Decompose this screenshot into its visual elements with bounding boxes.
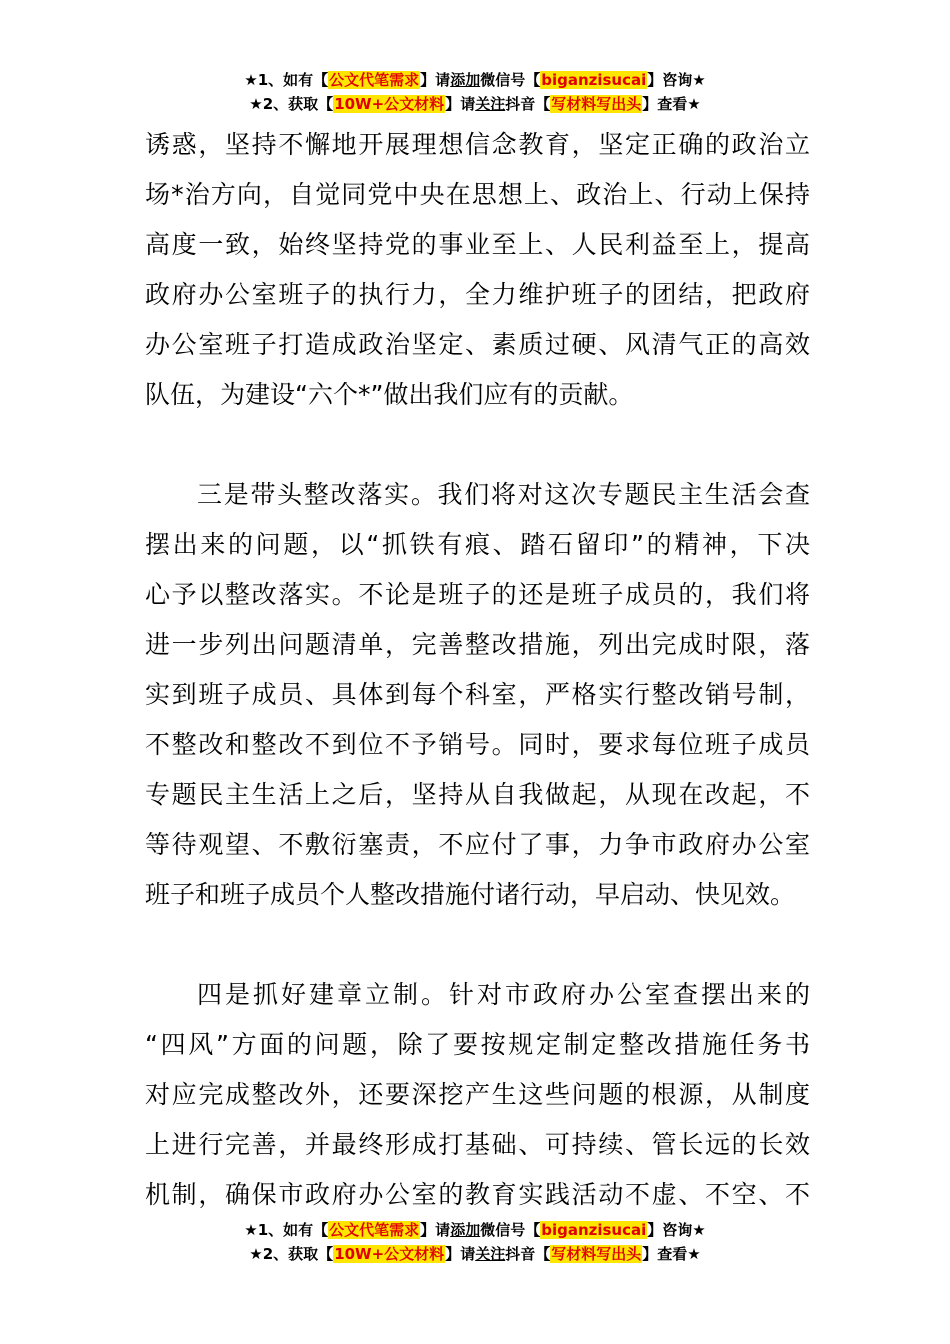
promo-underlined: 关注 xyxy=(475,95,506,113)
promo-text: 】咨询★ xyxy=(647,1221,706,1239)
promo-underlined: 添加 xyxy=(450,1221,481,1239)
promo-highlight: 公文代笔需求 xyxy=(329,1221,420,1239)
promo-douyin-account: 写材料写出头 xyxy=(551,95,642,113)
text-line: 场*治方向，自觉同党中央在思想上、政治上、行动上保持 xyxy=(145,180,810,209)
promo-underlined: 关注 xyxy=(475,1245,506,1263)
text-line: 摆出来的问题，以“抓铁有痕、踏石留印”的精神，下决 xyxy=(145,530,810,559)
promo-text: 】咨询★ xyxy=(647,71,706,89)
promo-line-1 xyxy=(0,68,950,92)
promo-text: ★2、获取【 xyxy=(249,1245,334,1263)
promo-text: 微信号【 xyxy=(480,71,541,89)
promo-text: ★1、如有【 xyxy=(244,71,329,89)
text-line: 心予以整改落实。不论是班子的还是班子成员的，我们将 xyxy=(145,580,810,609)
text-line: 等待观望、不敷衍塞责，不应付了事，力争市政府办公室 xyxy=(145,830,810,859)
text-line: 队伍，为建设“六个*”做出我们应有的贡献。 xyxy=(145,380,634,409)
document-body xyxy=(145,120,810,1220)
text-line: 专题民主生活上之后，坚持从自我做起，从现在改起，不 xyxy=(145,780,810,809)
text-line: 不整改和整改不到位不予销号。同时，要求每位班子成员 xyxy=(145,730,810,759)
text-line: 高度一致，始终坚持党的事业至上、人民利益至上，提高 xyxy=(145,230,810,259)
text-line: “四风”方面的问题，除了要按规定制定整改措施任务书 xyxy=(145,1030,810,1059)
text-line: 实到班子成员、具体到每个科室，严格实行整改销号制， xyxy=(145,680,810,709)
promo-douyin-account: 写材料写出头 xyxy=(551,1245,642,1263)
promo-text: 抖音【 xyxy=(505,1245,551,1263)
text-line: 上进行完善，并最终形成打基础、可持续、管长远的长效 xyxy=(145,1130,810,1159)
promo-banner-top xyxy=(0,68,950,116)
text-line: 机制，确保市政府办公室的教育实践活动不虚、不空、不 xyxy=(145,1180,810,1209)
promo-text: 】请 xyxy=(445,1245,476,1263)
promo-text: 微信号【 xyxy=(480,1221,541,1239)
promo-text: 】请 xyxy=(420,71,451,89)
paragraph-3 xyxy=(145,970,810,1220)
promo-underlined: 添加 xyxy=(450,71,481,89)
text-line: 四是抓好建章立制。针对市政府办公室查摆出来的 xyxy=(197,980,810,1009)
text-line: 班子和班子成员个人整改措施付诸行动，早启动、快见效。 xyxy=(145,880,796,909)
promo-wechat-id: biganzisucai xyxy=(541,71,647,89)
promo-text: ★2、获取【 xyxy=(249,95,334,113)
text-line: 诱惑，坚持不懈地开展理想信念教育，坚定正确的政治立 xyxy=(145,130,810,159)
promo-text: ★1、如有【 xyxy=(244,1221,329,1239)
promo-line-1 xyxy=(0,1218,950,1242)
promo-text: 】查看★ xyxy=(642,1245,701,1263)
promo-line-2 xyxy=(0,92,950,116)
promo-highlight: 公文代笔需求 xyxy=(329,71,420,89)
promo-highlight: 10W+公文材料 xyxy=(334,95,445,113)
text-line: 对应完成整改外，还要深挖产生这些问题的根源，从制度 xyxy=(145,1080,810,1109)
text-line: 办公室班子打造成政治坚定、素质过硬、风清气正的高效 xyxy=(145,330,810,359)
promo-wechat-id: biganzisucai xyxy=(541,1221,647,1239)
text-line: 政府办公室班子的执行力，全力维护班子的团结，把政府 xyxy=(145,280,810,309)
promo-highlight: 10W+公文材料 xyxy=(334,1245,445,1263)
text-line: 进一步列出问题清单，完善整改措施，列出完成时限，落 xyxy=(145,630,810,659)
promo-text: 抖音【 xyxy=(505,95,551,113)
promo-text: 】请 xyxy=(445,95,476,113)
paragraph-2 xyxy=(145,470,810,920)
promo-line-2 xyxy=(0,1242,950,1266)
promo-banner-bottom xyxy=(0,1218,950,1266)
text-line: 三是带头整改落实。我们将对这次专题民主生活会查 xyxy=(197,480,810,509)
promo-text: 】查看★ xyxy=(642,95,701,113)
promo-text: 】请 xyxy=(420,1221,451,1239)
paragraph-1 xyxy=(145,120,810,420)
